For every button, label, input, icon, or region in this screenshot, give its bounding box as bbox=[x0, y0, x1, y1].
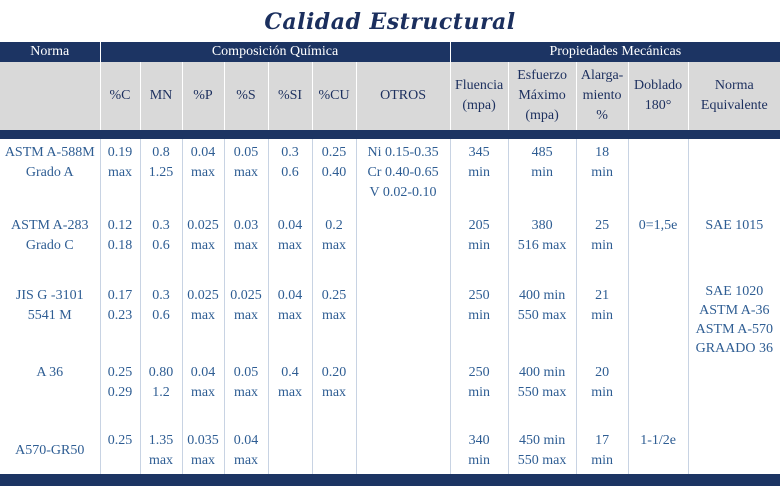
norma-value: JIS G -3101 bbox=[15, 288, 84, 303]
norma-value: A 36 bbox=[36, 365, 64, 380]
table-body bbox=[0, 139, 780, 474]
cu-value: 0.25 bbox=[321, 145, 347, 160]
cell-cu bbox=[312, 139, 356, 212]
si-value: max bbox=[277, 308, 303, 323]
header-esfuerzo-line1: Esfuerzo bbox=[517, 68, 567, 83]
cell-otros bbox=[356, 359, 450, 421]
esfuerzo-value: 485 bbox=[531, 145, 553, 160]
fluencia-value: 205 bbox=[468, 218, 490, 233]
table-row bbox=[0, 421, 780, 474]
cell-s bbox=[224, 212, 268, 282]
c-value: 0.12 bbox=[107, 218, 133, 233]
norma-value: 5541 M bbox=[27, 308, 72, 323]
c-value: 0.23 bbox=[107, 308, 133, 323]
cell-norma bbox=[0, 139, 100, 212]
header-equivalente bbox=[688, 62, 780, 130]
cell-otros bbox=[356, 139, 450, 212]
cell-fluencia bbox=[450, 359, 508, 421]
cell-fluencia bbox=[450, 421, 508, 474]
cell-fluencia bbox=[450, 212, 508, 282]
header-row-groups bbox=[0, 42, 780, 62]
esfuerzo-value: 400 min bbox=[518, 365, 566, 380]
mn-value: 1.2 bbox=[152, 385, 170, 400]
cell-doblado bbox=[628, 421, 688, 474]
alarga-value: 25 bbox=[595, 218, 610, 233]
alarga-value: 18 bbox=[595, 145, 610, 160]
p-value: max bbox=[190, 238, 216, 253]
alarga-value: min bbox=[591, 453, 613, 468]
esfuerzo-value: 516 max bbox=[517, 238, 567, 253]
header-alarga bbox=[576, 62, 628, 130]
c-value: 0.29 bbox=[107, 385, 133, 400]
cell-c bbox=[100, 359, 140, 421]
header-separator bbox=[0, 130, 780, 139]
table-footer-bar bbox=[0, 474, 780, 486]
cell-si bbox=[268, 359, 312, 421]
cell-mn bbox=[140, 212, 182, 282]
c-value: max bbox=[107, 165, 133, 180]
si-value: 0.4 bbox=[281, 365, 299, 380]
cu-value: max bbox=[321, 238, 347, 253]
header-s: %S bbox=[224, 62, 268, 130]
page-title: Calidad Estructural bbox=[264, 9, 516, 35]
cell-doblado bbox=[628, 139, 688, 212]
header-fluencia bbox=[450, 62, 508, 130]
esfuerzo-value: 400 min bbox=[518, 288, 566, 303]
cell-p bbox=[182, 139, 224, 212]
cell-alarga bbox=[576, 359, 628, 421]
cell-s bbox=[224, 282, 268, 359]
cell-equiv bbox=[688, 212, 780, 282]
header-alarga-line2: miento bbox=[582, 88, 622, 103]
otros-value: V 0.02-0.10 bbox=[369, 185, 437, 200]
esfuerzo-value: 550 max bbox=[517, 385, 567, 400]
esfuerzo-value: 380 bbox=[531, 218, 553, 233]
fluencia-value: 250 bbox=[468, 288, 490, 303]
cell-c bbox=[100, 282, 140, 359]
mn-value: 1.25 bbox=[148, 165, 174, 180]
norma-value: ASTM A-283 bbox=[11, 218, 89, 233]
p-value: 0.025 bbox=[187, 288, 219, 303]
s-value: 0.05 bbox=[233, 365, 259, 380]
equiv-value: SAE 1020 bbox=[705, 284, 764, 299]
cu-value: 0.40 bbox=[321, 165, 347, 180]
p-value: 0.04 bbox=[190, 145, 216, 160]
cell-alarga bbox=[576, 212, 628, 282]
cell-p bbox=[182, 359, 224, 421]
cell-esfuerzo bbox=[508, 139, 576, 212]
steel-quality-table bbox=[0, 42, 780, 479]
esfuerzo-value: 450 min bbox=[518, 433, 566, 448]
table-row bbox=[0, 212, 780, 282]
p-value: 0.025 bbox=[187, 218, 219, 233]
cell-norma bbox=[0, 421, 100, 474]
header-blank bbox=[0, 62, 100, 130]
si-value: 0.3 bbox=[281, 145, 299, 160]
header-equiv-line2: Equivalente bbox=[700, 98, 768, 113]
fluencia-value: 340 bbox=[468, 433, 490, 448]
cell-equiv bbox=[688, 421, 780, 474]
esfuerzo-value: 550 max bbox=[517, 308, 567, 323]
cell-otros bbox=[356, 282, 450, 359]
cell-si bbox=[268, 421, 312, 474]
mn-value: 1.35 bbox=[148, 433, 174, 448]
p-value: max bbox=[190, 308, 216, 323]
header-esfuerzo bbox=[508, 62, 576, 130]
cu-value: 0.25 bbox=[321, 288, 347, 303]
c-value: 0.17 bbox=[107, 288, 133, 303]
cell-doblado bbox=[628, 212, 688, 282]
equiv-value: ASTM A-36 bbox=[699, 303, 770, 318]
cell-alarga bbox=[576, 282, 628, 359]
cell-si bbox=[268, 139, 312, 212]
fluencia-value: 250 bbox=[468, 365, 490, 380]
s-value: 0.03 bbox=[233, 218, 259, 233]
cell-si bbox=[268, 212, 312, 282]
cell-c bbox=[100, 139, 140, 212]
p-value: 0.04 bbox=[190, 365, 216, 380]
mn-value: 0.6 bbox=[152, 238, 170, 253]
header-alarga-line3: % bbox=[596, 108, 608, 123]
otros-value: Cr 0.40-0.65 bbox=[367, 165, 439, 180]
s-value: max bbox=[233, 453, 259, 468]
fluencia-value: 345 bbox=[468, 145, 490, 160]
c-value: 0.25 bbox=[107, 433, 133, 448]
cu-value: 0.2 bbox=[325, 218, 343, 233]
p-value: max bbox=[190, 453, 216, 468]
cell-esfuerzo bbox=[508, 359, 576, 421]
header-doblado bbox=[628, 62, 688, 130]
otros-value: Ni 0.15-0.35 bbox=[367, 145, 439, 160]
cell-s bbox=[224, 359, 268, 421]
s-value: max bbox=[233, 238, 259, 253]
cell-fluencia bbox=[450, 139, 508, 212]
cell-cu bbox=[312, 282, 356, 359]
cell-p bbox=[182, 282, 224, 359]
norma-value: ASTM A-588M bbox=[4, 145, 95, 160]
cu-value: 0.20 bbox=[321, 365, 347, 380]
esfuerzo-value: min bbox=[531, 165, 553, 180]
esfuerzo-value: 550 max bbox=[517, 453, 567, 468]
norma-value: Grado A bbox=[25, 165, 74, 180]
mn-value: 0.3 bbox=[152, 218, 170, 233]
cell-fluencia bbox=[450, 282, 508, 359]
cell-equiv bbox=[688, 282, 780, 359]
equiv-value: ASTM A-570 bbox=[695, 322, 774, 337]
p-value: 0.035 bbox=[187, 433, 219, 448]
norma-value: A570-GR50 bbox=[15, 443, 85, 458]
cell-alarga bbox=[576, 139, 628, 212]
c-value: 0.19 bbox=[107, 145, 133, 160]
header-equiv-line1: Norma bbox=[714, 78, 754, 93]
cell-equiv bbox=[688, 139, 780, 212]
header-composicion: Composición Química bbox=[100, 42, 450, 62]
equiv-value: GRAADO 36 bbox=[695, 341, 774, 356]
equiv-value: SAE 1015 bbox=[705, 218, 764, 233]
cell-mn bbox=[140, 139, 182, 212]
s-value: max bbox=[233, 308, 259, 323]
si-value: 0.6 bbox=[281, 165, 299, 180]
p-value: max bbox=[190, 385, 216, 400]
mn-value: 0.3 bbox=[152, 288, 170, 303]
header-esfuerzo-line3: (mpa) bbox=[525, 108, 559, 123]
s-value: 0.05 bbox=[233, 145, 259, 160]
norma-value: Grado C bbox=[25, 238, 74, 253]
mn-value: 0.8 bbox=[152, 145, 170, 160]
mn-value: 0.6 bbox=[152, 308, 170, 323]
cell-alarga bbox=[576, 421, 628, 474]
cell-s bbox=[224, 139, 268, 212]
si-value: 0.04 bbox=[277, 288, 303, 303]
mn-value: 0.80 bbox=[148, 365, 174, 380]
si-value: max bbox=[277, 238, 303, 253]
cell-doblado bbox=[628, 359, 688, 421]
cell-equiv bbox=[688, 359, 780, 421]
header-norma: Norma bbox=[0, 42, 100, 62]
header-row-columns bbox=[0, 62, 780, 130]
cu-value: max bbox=[321, 308, 347, 323]
cell-mn bbox=[140, 282, 182, 359]
cell-norma bbox=[0, 282, 100, 359]
cell-p bbox=[182, 421, 224, 474]
fluencia-value: min bbox=[468, 385, 490, 400]
cell-c bbox=[100, 421, 140, 474]
header-esfuerzo-line2: Máximo bbox=[518, 88, 566, 103]
header-otros: OTROS bbox=[356, 62, 450, 130]
cell-cu bbox=[312, 212, 356, 282]
header-c: %C bbox=[100, 62, 140, 130]
cell-c bbox=[100, 212, 140, 282]
cell-si bbox=[268, 282, 312, 359]
header-cu: %CU bbox=[312, 62, 356, 130]
mn-value: max bbox=[148, 453, 174, 468]
s-value: 0.04 bbox=[233, 433, 259, 448]
header-fluencia-line2: (mpa) bbox=[462, 98, 496, 113]
header-p: %P bbox=[182, 62, 224, 130]
cell-esfuerzo bbox=[508, 212, 576, 282]
fluencia-value: min bbox=[468, 165, 490, 180]
cell-mn bbox=[140, 421, 182, 474]
header-doblado-line2: 180° bbox=[644, 98, 672, 113]
alarga-value: min bbox=[591, 238, 613, 253]
table-row bbox=[0, 282, 780, 359]
header-fluencia-line1: Fluencia bbox=[454, 78, 504, 93]
c-value: 0.18 bbox=[107, 238, 133, 253]
table-row bbox=[0, 359, 780, 421]
cell-norma bbox=[0, 212, 100, 282]
cell-norma bbox=[0, 359, 100, 421]
si-value: 0.04 bbox=[277, 218, 303, 233]
cell-cu bbox=[312, 421, 356, 474]
header-alarga-line1: Alarga- bbox=[580, 68, 624, 83]
header-doblado-line1: Doblado bbox=[633, 78, 683, 93]
cell-otros bbox=[356, 212, 450, 282]
table-row bbox=[0, 139, 780, 212]
header-mn: MN bbox=[140, 62, 182, 130]
cell-mn bbox=[140, 359, 182, 421]
fluencia-value: min bbox=[468, 238, 490, 253]
cell-p bbox=[182, 212, 224, 282]
alarga-value: 17 bbox=[595, 433, 610, 448]
alarga-value: 21 bbox=[595, 288, 610, 303]
cell-otros bbox=[356, 421, 450, 474]
fluencia-value: min bbox=[468, 453, 490, 468]
cell-esfuerzo bbox=[508, 421, 576, 474]
s-value: max bbox=[233, 165, 259, 180]
fluencia-value: min bbox=[468, 308, 490, 323]
doblado-value: 1-1/2e bbox=[640, 433, 676, 448]
cell-s bbox=[224, 421, 268, 474]
si-value: max bbox=[277, 385, 303, 400]
s-value: 0.025 bbox=[230, 288, 262, 303]
p-value: max bbox=[190, 165, 216, 180]
cell-esfuerzo bbox=[508, 282, 576, 359]
alarga-value: min bbox=[591, 308, 613, 323]
cell-doblado bbox=[628, 282, 688, 359]
header-si: %SI bbox=[268, 62, 312, 130]
alarga-value: 20 bbox=[595, 365, 610, 380]
s-value: max bbox=[233, 385, 259, 400]
alarga-value: min bbox=[591, 385, 613, 400]
alarga-value: min bbox=[591, 165, 613, 180]
header-propiedades: Propiedades Mecánicas bbox=[450, 42, 780, 62]
cell-cu bbox=[312, 359, 356, 421]
doblado-value: 0=1,5e bbox=[638, 218, 678, 233]
c-value: 0.25 bbox=[107, 365, 133, 380]
cu-value: max bbox=[321, 385, 347, 400]
